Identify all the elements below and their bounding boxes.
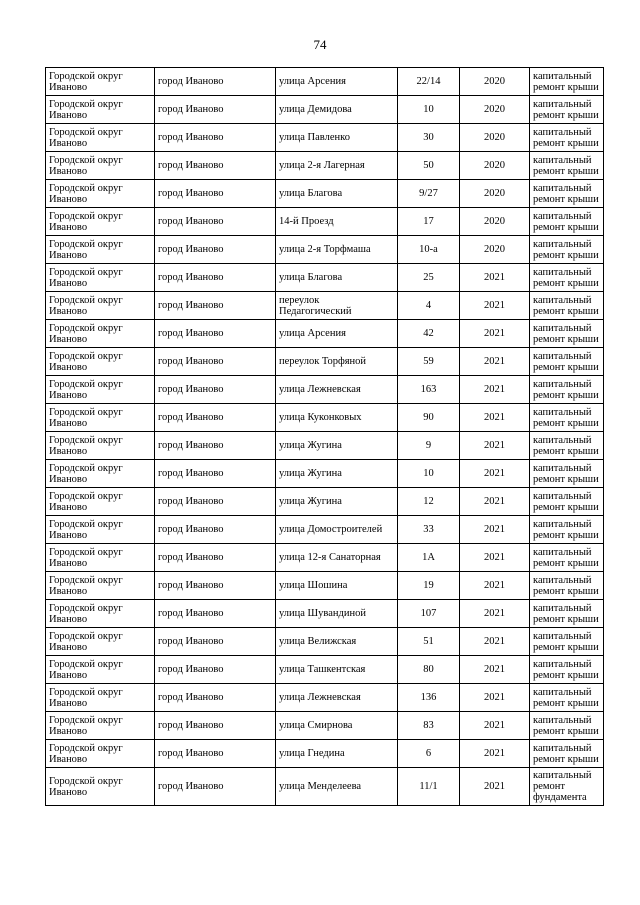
table-row — [46, 68, 604, 96]
city-cell: город Иваново — [155, 628, 276, 656]
house-number-cell: 19 — [398, 572, 460, 600]
city-cell: город Иваново — [155, 572, 276, 600]
year-cell: 2021 — [460, 376, 530, 404]
street-cell: переулок Торфяной — [276, 348, 398, 376]
street-cell: 14-й Проезд — [276, 208, 398, 236]
city-cell: город Иваново — [155, 208, 276, 236]
work-type-cell: капитальный ремонт крыши — [530, 712, 604, 740]
work-type-cell: капитальный ремонт крыши — [530, 236, 604, 264]
street-cell: улица Лежневская — [276, 376, 398, 404]
street-cell: улица Шошина — [276, 572, 398, 600]
table-row — [46, 96, 604, 124]
city-cell: город Иваново — [155, 348, 276, 376]
street-cell: улица Шувандиной — [276, 600, 398, 628]
table-row — [46, 208, 604, 236]
year-cell: 2021 — [460, 488, 530, 516]
city-cell: город Иваново — [155, 432, 276, 460]
city-cell: город Иваново — [155, 124, 276, 152]
year-cell: 2021 — [460, 572, 530, 600]
district-cell: Городской округ Иваново — [46, 488, 155, 516]
house-number-cell: 9/27 — [398, 180, 460, 208]
work-type-cell: капитальный ремонт крыши — [530, 404, 604, 432]
year-cell: 2020 — [460, 180, 530, 208]
district-cell: Городской округ Иваново — [46, 376, 155, 404]
table-row — [46, 768, 604, 806]
year-cell: 2021 — [460, 544, 530, 572]
house-number-cell: 4 — [398, 292, 460, 320]
year-cell: 2021 — [460, 656, 530, 684]
city-cell: город Иваново — [155, 544, 276, 572]
district-cell: Городской округ Иваново — [46, 684, 155, 712]
table-row — [46, 572, 604, 600]
table-row — [46, 348, 604, 376]
year-cell: 2021 — [460, 740, 530, 768]
year-cell: 2021 — [460, 320, 530, 348]
city-cell: город Иваново — [155, 292, 276, 320]
house-number-cell: 50 — [398, 152, 460, 180]
year-cell: 2021 — [460, 516, 530, 544]
district-cell: Городской округ Иваново — [46, 712, 155, 740]
page-number: 74 — [313, 37, 327, 52]
district-cell: Городской округ Иваново — [46, 600, 155, 628]
work-type-cell: капитальный ремонт крыши — [530, 264, 604, 292]
house-number-cell: 1А — [398, 544, 460, 572]
house-number-cell: 30 — [398, 124, 460, 152]
year-cell: 2021 — [460, 712, 530, 740]
house-number-cell: 22/14 — [398, 68, 460, 96]
year-cell: 2021 — [460, 460, 530, 488]
city-cell: город Иваново — [155, 600, 276, 628]
work-type-cell: капитальный ремонт крыши — [530, 320, 604, 348]
table-row — [46, 320, 604, 348]
table-row — [46, 628, 604, 656]
street-cell: улица 2-я Торфмаша — [276, 236, 398, 264]
city-cell: город Иваново — [155, 152, 276, 180]
city-cell: город Иваново — [155, 376, 276, 404]
house-number-cell: 6 — [398, 740, 460, 768]
house-number-cell: 10 — [398, 96, 460, 124]
district-cell: Городской округ Иваново — [46, 68, 155, 96]
table-row — [46, 460, 604, 488]
city-cell: город Иваново — [155, 264, 276, 292]
table-row — [46, 292, 604, 320]
work-type-cell: капитальный ремонт крыши — [530, 628, 604, 656]
table-row — [46, 376, 604, 404]
table-row — [46, 432, 604, 460]
district-cell: Городской округ Иваново — [46, 544, 155, 572]
city-cell: город Иваново — [155, 684, 276, 712]
work-type-cell: капитальный ремонт крыши — [530, 684, 604, 712]
street-cell: улица Менделеева — [276, 768, 398, 806]
work-type-cell: капитальный ремонт крыши — [530, 656, 604, 684]
district-cell: Городской округ Иваново — [46, 320, 155, 348]
street-cell: улица Гнедина — [276, 740, 398, 768]
street-cell: улица Куконковых — [276, 404, 398, 432]
table-row — [46, 124, 604, 152]
year-cell: 2021 — [460, 404, 530, 432]
table-row — [46, 264, 604, 292]
work-type-cell: капитальный ремонт крыши — [530, 124, 604, 152]
street-cell: улица 12-я Санаторная — [276, 544, 398, 572]
district-cell: Городской округ Иваново — [46, 236, 155, 264]
district-cell: Городской округ Иваново — [46, 180, 155, 208]
city-cell: город Иваново — [155, 488, 276, 516]
house-number-cell: 10 — [398, 460, 460, 488]
district-cell: Городской округ Иваново — [46, 404, 155, 432]
year-cell: 2021 — [460, 768, 530, 806]
year-cell: 2021 — [460, 264, 530, 292]
repair-schedule-table — [45, 67, 604, 806]
work-type-cell: капитальный ремонт крыши — [530, 348, 604, 376]
city-cell: город Иваново — [155, 68, 276, 96]
table-row — [46, 152, 604, 180]
district-cell: Городской округ Иваново — [46, 460, 155, 488]
house-number-cell: 42 — [398, 320, 460, 348]
work-type-cell: капитальный ремонт крыши — [530, 740, 604, 768]
table-row — [46, 600, 604, 628]
street-cell: улица Смирнова — [276, 712, 398, 740]
district-cell: Городской округ Иваново — [46, 432, 155, 460]
table-row — [46, 236, 604, 264]
city-cell: город Иваново — [155, 516, 276, 544]
district-cell: Городской округ Иваново — [46, 628, 155, 656]
street-cell: улица Домостроителей — [276, 516, 398, 544]
district-cell: Городской округ Иваново — [46, 264, 155, 292]
street-cell: улица Жугина — [276, 488, 398, 516]
city-cell: город Иваново — [155, 712, 276, 740]
table-row — [46, 404, 604, 432]
house-number-cell: 11/1 — [398, 768, 460, 806]
year-cell: 2021 — [460, 628, 530, 656]
house-number-cell: 83 — [398, 712, 460, 740]
district-cell: Городской округ Иваново — [46, 348, 155, 376]
city-cell: город Иваново — [155, 96, 276, 124]
work-type-cell: капитальный ремонт крыши — [530, 572, 604, 600]
district-cell: Городской округ Иваново — [46, 768, 155, 806]
city-cell: город Иваново — [155, 236, 276, 264]
street-cell: улица Жугина — [276, 432, 398, 460]
house-number-cell: 59 — [398, 348, 460, 376]
work-type-cell: капитальный ремонт крыши — [530, 68, 604, 96]
city-cell: город Иваново — [155, 740, 276, 768]
house-number-cell: 80 — [398, 656, 460, 684]
district-cell: Городской округ Иваново — [46, 292, 155, 320]
work-type-cell: капитальный ремонт крыши — [530, 96, 604, 124]
work-type-cell: капитальный ремонт крыши — [530, 600, 604, 628]
table-row — [46, 180, 604, 208]
work-type-cell: капитальный ремонт крыши — [530, 152, 604, 180]
house-number-cell: 9 — [398, 432, 460, 460]
street-cell: улица Демидова — [276, 96, 398, 124]
district-cell: Городской округ Иваново — [46, 656, 155, 684]
year-cell: 2021 — [460, 684, 530, 712]
district-cell: Городской округ Иваново — [46, 124, 155, 152]
year-cell: 2020 — [460, 152, 530, 180]
district-cell: Городской округ Иваново — [46, 152, 155, 180]
table-body — [46, 68, 604, 806]
table-row — [46, 656, 604, 684]
house-number-cell: 136 — [398, 684, 460, 712]
city-cell: город Иваново — [155, 656, 276, 684]
district-cell: Городской округ Иваново — [46, 96, 155, 124]
work-type-cell: капитальный ремонт крыши — [530, 180, 604, 208]
work-type-cell: капитальный ремонт крыши — [530, 432, 604, 460]
street-cell: улица Благова — [276, 180, 398, 208]
street-cell: улица Ташкентская — [276, 656, 398, 684]
work-type-cell: капитальный ремонт крыши — [530, 460, 604, 488]
house-number-cell: 25 — [398, 264, 460, 292]
work-type-cell: капитальный ремонт крыши — [530, 292, 604, 320]
year-cell: 2021 — [460, 600, 530, 628]
city-cell: город Иваново — [155, 460, 276, 488]
work-type-cell: капитальный ремонт фундамента — [530, 768, 604, 806]
street-cell: улица 2-я Лагерная — [276, 152, 398, 180]
street-cell: улица Жугина — [276, 460, 398, 488]
work-type-cell: капитальный ремонт крыши — [530, 488, 604, 516]
house-number-cell: 17 — [398, 208, 460, 236]
year-cell: 2020 — [460, 236, 530, 264]
street-cell: улица Лежневская — [276, 684, 398, 712]
district-cell: Городской округ Иваново — [46, 516, 155, 544]
year-cell: 2021 — [460, 348, 530, 376]
year-cell: 2021 — [460, 292, 530, 320]
year-cell: 2020 — [460, 124, 530, 152]
work-type-cell: капитальный ремонт крыши — [530, 516, 604, 544]
street-cell: улица Велижская — [276, 628, 398, 656]
street-cell: переулок Педагогический — [276, 292, 398, 320]
house-number-cell: 51 — [398, 628, 460, 656]
work-type-cell: капитальный ремонт крыши — [530, 208, 604, 236]
house-number-cell: 10-а — [398, 236, 460, 264]
table-row — [46, 684, 604, 712]
year-cell: 2021 — [460, 432, 530, 460]
table-row — [46, 544, 604, 572]
house-number-cell: 163 — [398, 376, 460, 404]
house-number-cell: 107 — [398, 600, 460, 628]
house-number-cell: 90 — [398, 404, 460, 432]
city-cell: город Иваново — [155, 768, 276, 806]
year-cell: 2020 — [460, 96, 530, 124]
year-cell: 2020 — [460, 68, 530, 96]
city-cell: город Иваново — [155, 320, 276, 348]
table-row — [46, 740, 604, 768]
street-cell: улица Арсения — [276, 320, 398, 348]
table-row — [46, 516, 604, 544]
street-cell: улица Павленко — [276, 124, 398, 152]
district-cell: Городской округ Иваново — [46, 740, 155, 768]
city-cell: город Иваново — [155, 180, 276, 208]
city-cell: город Иваново — [155, 404, 276, 432]
work-type-cell: капитальный ремонт крыши — [530, 376, 604, 404]
district-cell: Городской округ Иваново — [46, 572, 155, 600]
street-cell: улица Благова — [276, 264, 398, 292]
house-number-cell: 12 — [398, 488, 460, 516]
table-row — [46, 712, 604, 740]
street-cell: улица Арсения — [276, 68, 398, 96]
work-type-cell: капитальный ремонт крыши — [530, 544, 604, 572]
house-number-cell: 33 — [398, 516, 460, 544]
table-row — [46, 488, 604, 516]
district-cell: Городской округ Иваново — [46, 208, 155, 236]
year-cell: 2020 — [460, 208, 530, 236]
